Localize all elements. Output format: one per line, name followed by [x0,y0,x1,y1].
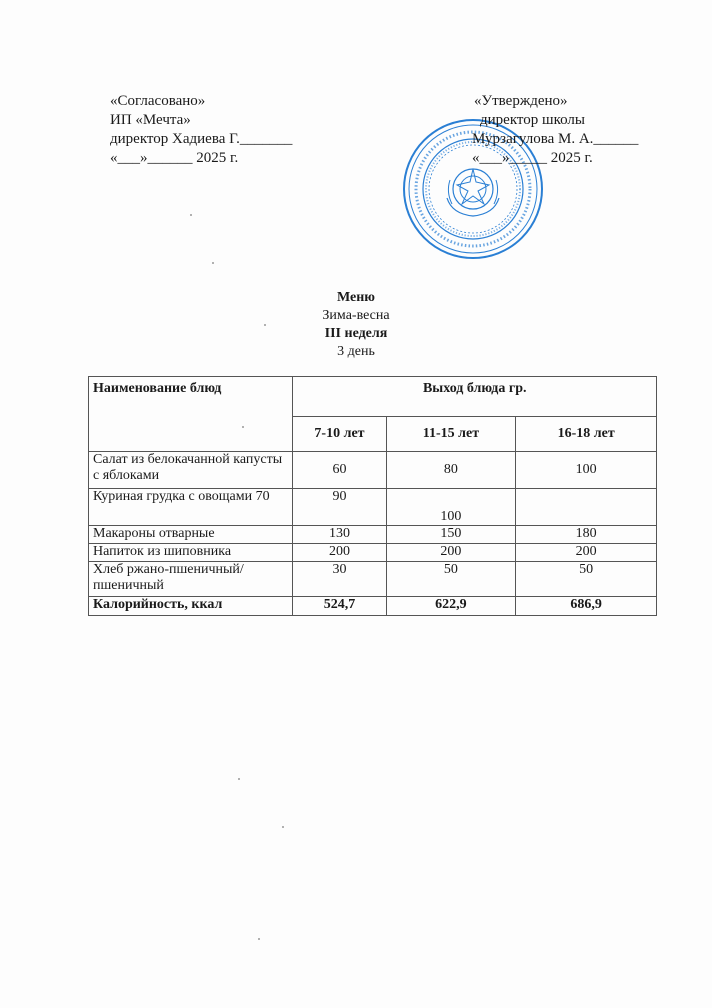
table-total-row [89,597,657,616]
approval-left-title: «Согласовано» [110,93,206,109]
dish-name: Куриная грудка с овощами 70 [89,489,293,526]
dish-value: 130 [293,526,386,544]
approval-left-director: директор Хадиева Г._______ [110,131,293,147]
scan-speck [264,324,266,326]
approval-right-director: Мурзагулова М. А.______ [472,131,639,147]
scan-speck [242,426,244,428]
header-yield: Выход блюда гр. [293,377,657,417]
dish-value: 150 [386,526,516,544]
dish-value: 200 [516,544,657,562]
dish-value: 200 [293,544,386,562]
table-header-row [89,377,657,417]
header-age-7-10: 7-10 лет [293,416,386,451]
dish-value: 100 [516,452,657,489]
approval-right-block [472,92,638,168]
dish-value: 100 [386,489,516,526]
dish-value: 50 [386,562,516,597]
approval-right-title: «Утверждено» [474,93,568,109]
season-title: Зима-весна [322,308,390,323]
total-value: 622,9 [386,597,516,616]
header-age-16-18: 16-18 лет [516,416,657,451]
approval-left-date: «___»______ 2025 г. [110,150,239,166]
approval-right-position: директор школы [480,112,585,128]
scan-speck [258,938,260,940]
scan-speck [190,214,192,216]
table-row [89,562,657,597]
header-age-11-15: 11-15 лет [386,416,516,451]
day-title: 3 день [337,344,375,359]
menu-titles [0,289,712,361]
dish-name: Напиток из шиповника [89,544,293,562]
dish-value [516,489,657,526]
dish-value: 200 [386,544,516,562]
header-dish-name: Наименование блюд [89,377,293,452]
approval-right-date: «___»_____ 2025 г. [472,150,593,166]
dish-value: 60 [293,452,386,489]
scan-speck [282,826,284,828]
total-label: Калорийность, ккал [89,597,293,616]
week-title: III неделя [324,326,388,341]
total-value: 686,9 [516,597,657,616]
table-row [89,526,657,544]
dish-value: 30 [293,562,386,597]
menu-table [88,376,657,616]
dish-name: Хлеб ржано-пшеничный/пшеничный [89,562,293,597]
dish-value: 90 [293,489,386,526]
table-row [89,452,657,489]
approval-left-block [110,92,292,168]
total-value: 524,7 [293,597,386,616]
table-row [89,544,657,562]
approval-left-company: ИП «Мечта» [110,112,191,128]
table-row [89,489,657,526]
scan-speck [212,262,214,264]
dish-value: 180 [516,526,657,544]
scan-speck [238,778,240,780]
menu-title: Меню [336,290,375,305]
dish-value: 50 [516,562,657,597]
dish-name: Макароны отварные [89,526,293,544]
dish-value: 80 [386,452,516,489]
dish-name: Салат из белокачанной капусты с яблоками [89,452,293,489]
